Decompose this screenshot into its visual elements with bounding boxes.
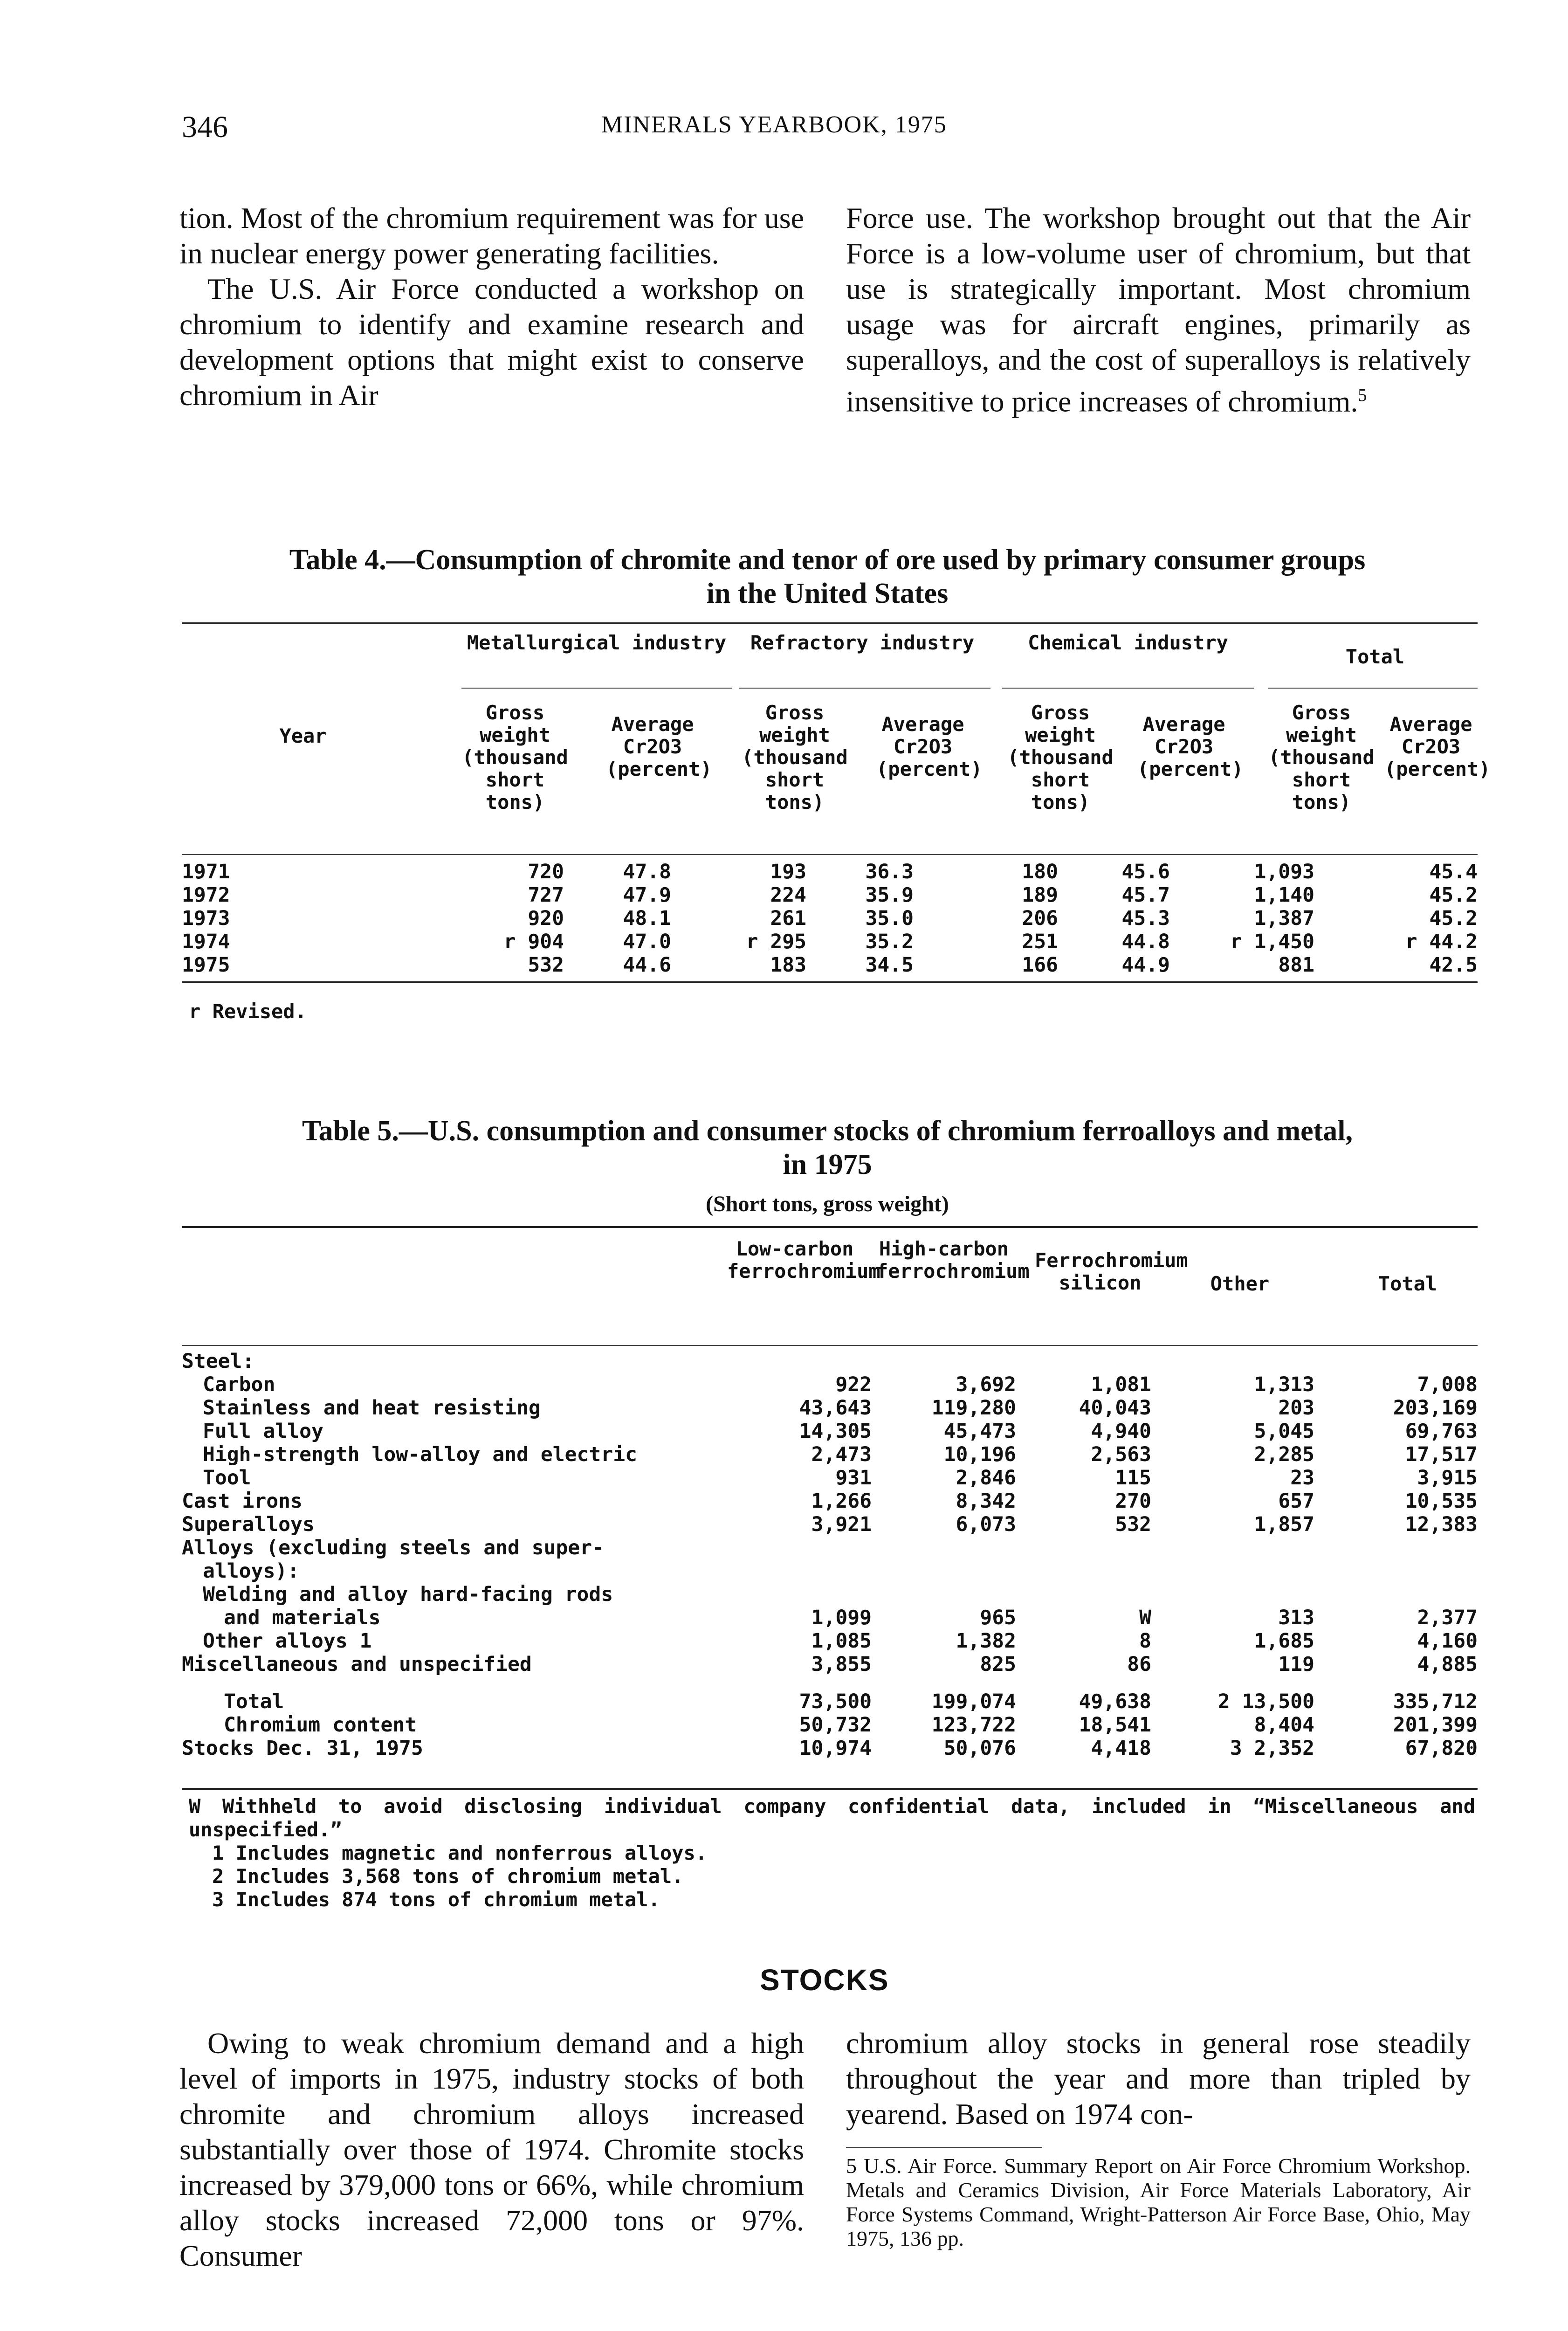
- table5-header-rule: [182, 1345, 1478, 1346]
- table4-footnote: r Revised.: [189, 1000, 307, 1023]
- table4-value-cell: 47.9: [623, 883, 671, 907]
- table5-value-cell: 2,473: [811, 1443, 872, 1466]
- stocks-right-paragraph: chromium alloy stocks in general rose steadily throughout the year and more than tripled by yearend. Based on 1974 con-: [846, 2027, 1471, 2131]
- table5-title-line1: Table 5.—U.S. consumption and consumer stocks of chromium ferroalloys and metal,: [302, 1115, 1353, 1147]
- table4-value-cell: 47.8: [623, 860, 671, 883]
- table5-value-cell: 203,169: [1393, 1396, 1478, 1420]
- table5-value-cell: [699, 1536, 872, 1559]
- top-right-column: [846, 200, 1471, 419]
- table5-value-cell: [872, 1350, 1016, 1373]
- table5-value-cell: [1314, 1583, 1478, 1606]
- table4-value-cell: 166: [1022, 953, 1058, 977]
- table5-label-cell: Steel:: [182, 1350, 254, 1373]
- table5-value-cell: 335,712: [1393, 1690, 1478, 1713]
- table5-label-cell: Miscellaneous and unspecified: [182, 1653, 532, 1676]
- table5-value-cell: 2,846: [956, 1466, 1016, 1490]
- table5-value-cell: 1,382: [956, 1629, 1016, 1653]
- footnote-ref: 5: [1358, 386, 1367, 405]
- table5-value-cell: 115: [1115, 1466, 1151, 1490]
- table5-top-rule: [182, 1226, 1478, 1228]
- table5-bottom-rule: [182, 1788, 1478, 1790]
- table4-group-refractory: Refractory industry: [750, 631, 975, 654]
- table5-value-cell: 6,073: [956, 1513, 1016, 1536]
- table5-value-cell: 7,008: [1417, 1373, 1478, 1396]
- table5-value-cell: 45,473: [943, 1420, 1016, 1443]
- table5-value-cell: [699, 1350, 872, 1373]
- table4-year-cell: 1974: [182, 930, 230, 953]
- table5-value-cell: 49,638: [1079, 1690, 1151, 1713]
- table4-value-cell: r 1,450: [1230, 930, 1314, 953]
- stocks-left-column: [179, 2026, 804, 2274]
- page-number: 346: [182, 110, 228, 144]
- table5-value-cell: 1,099: [811, 1606, 872, 1629]
- table5-value-cell: 50,076: [943, 1737, 1016, 1760]
- table4-value-cell: 48.1: [623, 907, 671, 930]
- table4-col-avg-2: Average Cr2O3 (percent): [876, 713, 983, 780]
- table4-value-cell: 45.2: [1429, 907, 1478, 930]
- table5-col-highcarbon: High-carbon ferrochromium: [876, 1237, 1030, 1283]
- table5-value-cell: [1016, 1536, 1170, 1559]
- table5-value-cell: [699, 1583, 872, 1606]
- table5-value-cell: 3,915: [1417, 1466, 1478, 1490]
- table4-bottom-rule: [182, 981, 1478, 983]
- table4-top-rule: [182, 622, 1478, 624]
- table4-value-cell: 45.2: [1429, 883, 1478, 907]
- table5-value-cell: 1,313: [1254, 1373, 1314, 1396]
- table5-value-cell: 4,885: [1417, 1653, 1478, 1676]
- table5-label-cell: Tool: [203, 1466, 251, 1490]
- table4-title: [177, 543, 1478, 610]
- table5-value-cell: 8,404: [1254, 1713, 1314, 1737]
- table5-value-cell: 1,857: [1254, 1513, 1314, 1536]
- table4-value-cell: 920: [528, 907, 564, 930]
- table4-year-header: Year: [279, 724, 327, 747]
- table4-value-cell: 881: [1278, 953, 1314, 977]
- table5-row: [182, 1606, 1478, 1629]
- table4-value-cell: 44.8: [1121, 930, 1170, 953]
- table5-value-cell: [872, 1583, 1016, 1606]
- table4-col-gross-3: Gross weight (thousand short tons): [1007, 701, 1114, 814]
- table4-group-rule-3: [1002, 688, 1254, 689]
- table5-value-cell: [699, 1559, 872, 1583]
- top-left-paragraph-1: tion. Most of the chromium requirement was for use in nuclear energy power generating facilities.: [179, 201, 804, 270]
- table4-col-gross-2: Gross weight (thousand short tons): [742, 701, 848, 814]
- table5-value-cell: [1170, 1559, 1314, 1583]
- table5-value-cell: 201,399: [1393, 1713, 1478, 1737]
- table5-value-cell: 3,921: [811, 1513, 872, 1536]
- footnote-rule: [846, 2147, 1042, 2148]
- table4-value-cell: r 295: [746, 930, 806, 953]
- table5-value-cell: [1314, 1559, 1478, 1583]
- table5-value-cell: 14,305: [799, 1420, 872, 1443]
- table5-value-cell: 931: [835, 1466, 872, 1490]
- table4-row: [182, 883, 1478, 907]
- table5-row: [182, 1676, 1478, 1713]
- table5-value-cell: 10,196: [943, 1443, 1016, 1466]
- table4-value-cell: 261: [770, 907, 806, 930]
- table5-value-cell: 313: [1278, 1606, 1314, 1629]
- table4-value-cell: 720: [528, 860, 564, 883]
- table5-label-cell: Stainless and heat resisting: [203, 1396, 541, 1420]
- table4-year-cell: 1973: [182, 907, 230, 930]
- table4-group-metallurgical: Metallurgical industry: [467, 631, 727, 654]
- table4-body: [182, 860, 1478, 977]
- table4-row: [182, 930, 1478, 953]
- table4-value-cell: 224: [770, 883, 806, 907]
- table5-body: [182, 1350, 1478, 1760]
- table4-value-cell: 45.3: [1121, 907, 1170, 930]
- table5-value-cell: 8,342: [956, 1490, 1016, 1513]
- table5-title-line2: in 1975: [783, 1149, 872, 1180]
- table5-value-cell: 1,685: [1254, 1629, 1314, 1653]
- table5-value-cell: [1016, 1350, 1170, 1373]
- table4-row: [182, 953, 1478, 977]
- table5-label-cell: alloys):: [203, 1559, 300, 1583]
- table5-value-cell: [1170, 1583, 1314, 1606]
- table5-value-cell: 86: [1127, 1653, 1151, 1676]
- table4-value-cell: 727: [528, 883, 564, 907]
- table4-value-cell: 45.4: [1429, 860, 1478, 883]
- table5-label-cell: Total: [224, 1690, 284, 1713]
- table5-label-cell: Full alloy: [203, 1420, 323, 1443]
- stocks-heading: STOCKS: [760, 1963, 889, 1997]
- table5-value-cell: 2,285: [1254, 1443, 1314, 1466]
- table5-value-cell: W: [1139, 1606, 1151, 1629]
- table5-value-cell: 119: [1278, 1653, 1314, 1676]
- table5-value-cell: 8: [1139, 1629, 1151, 1653]
- table5-value-cell: [1314, 1536, 1478, 1559]
- table5-value-cell: 2,377: [1417, 1606, 1478, 1629]
- table5-value-cell: [1314, 1350, 1478, 1373]
- table4-year-cell: 1975: [182, 953, 230, 977]
- table5-value-cell: 922: [835, 1373, 872, 1396]
- table5-value-cell: 10,974: [799, 1737, 872, 1760]
- table5-value-cell: 73,500: [799, 1690, 872, 1713]
- table5-label-cell: Stocks Dec. 31, 1975: [182, 1737, 423, 1760]
- table5-note-w: W Withheld to avoid disclosing individual company confidential data, included in “Miscellaneous and unspecified.”: [189, 1795, 1475, 1841]
- table4-group-rule-2: [739, 688, 990, 689]
- table5-value-cell: 203: [1278, 1396, 1314, 1420]
- table4-value-cell: 251: [1022, 930, 1058, 953]
- table5-value-cell: 10,535: [1405, 1490, 1478, 1513]
- table5-row: [182, 1536, 1478, 1559]
- table5-value-cell: 532: [1115, 1513, 1151, 1536]
- table5-value-cell: 18,541: [1079, 1713, 1151, 1737]
- table4-value-cell: 183: [770, 953, 806, 977]
- table5-label-cell: Carbon: [203, 1373, 275, 1396]
- table4-value-cell: 189: [1022, 883, 1058, 907]
- table5-value-cell: 3,855: [811, 1653, 872, 1676]
- table4-year-cell: 1972: [182, 883, 230, 907]
- table4-row: [182, 860, 1478, 883]
- table5-value-cell: [872, 1559, 1016, 1583]
- table5-label-cell: High-strength low-alloy and electric: [203, 1443, 637, 1466]
- table5-value-cell: 199,074: [931, 1690, 1016, 1713]
- table4-value-cell: 532: [528, 953, 564, 977]
- table4-value-cell: 35.0: [865, 907, 914, 930]
- table5-label-cell: and materials: [224, 1606, 381, 1629]
- table4-col-gross-1: Gross weight (thousand short tons): [462, 701, 568, 814]
- table4-value-cell: 180: [1022, 860, 1058, 883]
- table5-notes: [189, 1795, 1475, 1911]
- table4-row: [182, 907, 1478, 930]
- table4-group-rule-4: [1268, 688, 1478, 689]
- table4-col-avg-4: Average Cr2O3 (percent): [1384, 713, 1491, 780]
- table5-value-cell: 4,940: [1091, 1420, 1151, 1443]
- table5-row: [182, 1713, 1478, 1737]
- table5-label-cell: Other alloys 1: [203, 1629, 372, 1653]
- table5-value-cell: 17,517: [1405, 1443, 1478, 1466]
- table4-value-cell: 1,140: [1254, 883, 1314, 907]
- table4-value-cell: r 44.2: [1405, 930, 1478, 953]
- table5-value-cell: 1,081: [1091, 1373, 1151, 1396]
- table4-value-cell: r 904: [503, 930, 564, 953]
- table5-note-3: 3 Includes 874 tons of chromium metal.: [212, 1888, 660, 1911]
- table5-value-cell: [1170, 1536, 1314, 1559]
- table5-note-2: 2 Includes 3,568 tons of chromium metal.: [212, 1865, 684, 1888]
- table5-row: [182, 1559, 1478, 1583]
- table5-value-cell: 3 2,352: [1230, 1737, 1314, 1760]
- table5-row: [182, 1420, 1478, 1443]
- table5-value-cell: 12,383: [1405, 1513, 1478, 1536]
- table5-title: [177, 1114, 1478, 1181]
- table4-value-cell: 1,093: [1254, 860, 1314, 883]
- table4-value-cell: 1,387: [1254, 907, 1314, 930]
- running-title: MINERALS YEARBOOK, 1975: [601, 111, 947, 138]
- table5-value-cell: [1016, 1583, 1170, 1606]
- top-left-paragraph-2: The U.S. Air Force conducted a workshop on chromium to identify and examine research and development options that might exist to conserve chromium in Air: [179, 272, 804, 412]
- table5-row: [182, 1466, 1478, 1490]
- table5-value-cell: 1,266: [811, 1490, 872, 1513]
- table5-row: [182, 1373, 1478, 1396]
- table5-row: [182, 1350, 1478, 1373]
- table5-row: [182, 1629, 1478, 1653]
- top-right-paragraph: Force use. The workshop brought out that the Air Force is a low-volume user of chromium, but that use is strategically important. Most chromium usage was for aircraft engines, primarily as superalloys, and the cost of superalloys is relatively insensitive to price increases of chromium.$^5$: [846, 201, 1471, 418]
- table5-value-cell: 270: [1115, 1490, 1151, 1513]
- table4-col-avg-3: Average Cr2O3 (percent): [1137, 713, 1244, 780]
- table5-value-cell: 23: [1290, 1466, 1314, 1490]
- table4-value-cell: 36.3: [865, 860, 914, 883]
- table4-group-rule-1: [461, 688, 732, 689]
- table4-title-line1: Table 4.—Consumption of chromite and tenor of ore used by primary consumer groups: [289, 544, 1366, 576]
- table5-value-cell: 2 13,500: [1217, 1690, 1314, 1713]
- stocks-right-column: [846, 2026, 1471, 2132]
- table5-label-cell: Superalloys: [182, 1513, 315, 1536]
- table4-value-cell: 193: [770, 860, 806, 883]
- table4-value-cell: 34.5: [865, 953, 914, 977]
- table5-row: [182, 1443, 1478, 1466]
- table5-value-cell: [872, 1536, 1016, 1559]
- table5-value-cell: 2,563: [1091, 1443, 1151, 1466]
- table5-value-cell: 4,418: [1091, 1737, 1151, 1760]
- table5-value-cell: 825: [980, 1653, 1016, 1676]
- table4-value-cell: 35.9: [865, 883, 914, 907]
- table5-value-cell: 3,692: [956, 1373, 1016, 1396]
- table5-value-cell: [1016, 1559, 1170, 1583]
- table5-label-cell: Cast irons: [182, 1490, 303, 1513]
- table4-value-cell: 44.9: [1121, 953, 1170, 977]
- table5-value-cell: 1,085: [811, 1629, 872, 1653]
- table4-group-total: Total: [1345, 645, 1405, 668]
- table5-row: [182, 1396, 1478, 1420]
- table4-value-cell: 206: [1022, 907, 1058, 930]
- stocks-footnote: 5 U.S. Air Force. Summary Report on Air Force Chromium Workshop. Metals and Ceramics Division, Air Force Materials Laboratory, Air Force Systems Command, Wright-Patterson Air Force Base, Ohio, May 1975, 136 pp.: [846, 2154, 1471, 2250]
- table5-row: [182, 1653, 1478, 1676]
- table5-value-cell: 123,722: [931, 1713, 1016, 1737]
- table4-header-rule: [182, 854, 1478, 855]
- table5-value-cell: 119,280: [931, 1396, 1016, 1420]
- table4-value-cell: 47.0: [623, 930, 671, 953]
- table5-row: [182, 1737, 1478, 1760]
- table4-year-cell: 1971: [182, 860, 230, 883]
- table5-value-cell: 5,045: [1254, 1420, 1314, 1443]
- table5-label-cell: Alloys (excluding steels and super-: [182, 1536, 605, 1559]
- table5-value-cell: 4,160: [1417, 1629, 1478, 1653]
- table5-value-cell: 69,763: [1405, 1420, 1478, 1443]
- table5-value-cell: 43,643: [799, 1396, 872, 1420]
- table5-col-other: Other: [1210, 1272, 1270, 1295]
- table5-col-ferrosilicon: Ferrochromium silicon: [1035, 1249, 1188, 1294]
- table4-value-cell: 35.2: [865, 930, 914, 953]
- table5-value-cell: 50,732: [799, 1713, 872, 1737]
- table4-col-gross-4: Gross weight (thousand short tons): [1268, 701, 1375, 814]
- table5-subtitle: (Short tons, gross weight): [706, 1192, 949, 1216]
- table5-col-total: Total: [1378, 1272, 1437, 1295]
- table5-label-cell: Welding and alloy hard-facing rods: [203, 1583, 613, 1606]
- stocks-left-paragraph: Owing to weak chromium demand and a high level of imports in 1975, industry stocks of both chromite and chromium alloys increased substantially over those of 1974. Chromite stocks increased by 379,000 tons or 66%, while chromium alloy stocks increased 72,000 tons or 97%. Consumer: [179, 2027, 804, 2272]
- table4-value-cell: 42.5: [1429, 953, 1478, 977]
- table5-value-cell: 657: [1278, 1490, 1314, 1513]
- table4-group-chemical: Chemical industry: [1028, 631, 1228, 654]
- table5-row: [182, 1490, 1478, 1513]
- table4-value-cell: 45.7: [1121, 883, 1170, 907]
- table4-value-cell: 45.6: [1121, 860, 1170, 883]
- table4-value-cell: 44.6: [623, 953, 671, 977]
- table5-row: [182, 1513, 1478, 1536]
- table5-value-cell: 965: [980, 1606, 1016, 1629]
- table5-label-cell: Chromium content: [224, 1713, 417, 1737]
- table5-value-cell: 67,820: [1405, 1737, 1478, 1760]
- table4-title-line2: in the United States: [706, 578, 949, 609]
- table5-note-1: 1 Includes magnetic and nonferrous alloys.: [212, 1841, 708, 1864]
- table5-row: [182, 1583, 1478, 1606]
- top-left-column: [179, 200, 804, 413]
- table5-value-cell: [1170, 1350, 1314, 1373]
- table5-value-cell: 40,043: [1079, 1396, 1151, 1420]
- table5-col-lowcarbon: Low-carbon ferrochromium: [727, 1237, 880, 1283]
- table4-col-avg-1: Average Cr2O3 (percent): [606, 713, 712, 780]
